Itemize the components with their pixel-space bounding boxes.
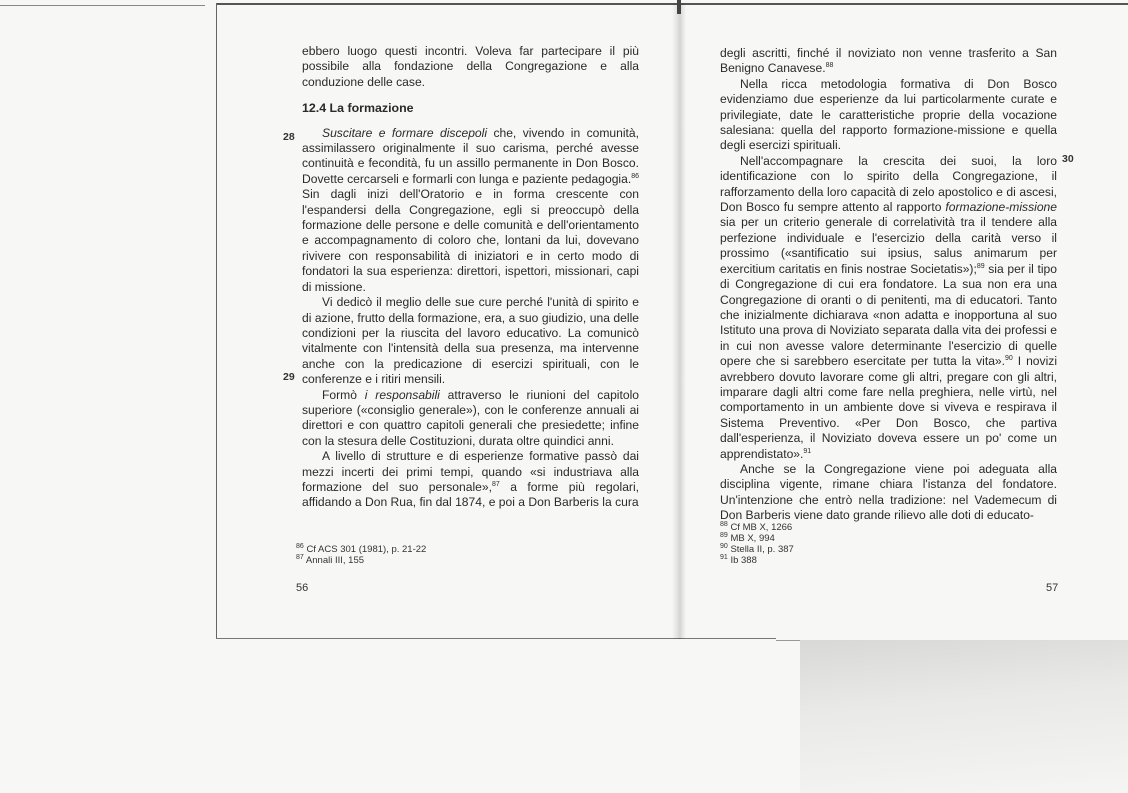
footnote-ref: 91	[803, 447, 812, 455]
footnote: $^{91}$ Ib 388	[720, 553, 757, 566]
footnote: $^{87}$ Annali III, 155	[296, 553, 365, 566]
footnote: $^{88}$ Cf MB X, 1266	[720, 520, 793, 533]
footnote: $^{89}$ MB X, 994	[720, 531, 775, 544]
margin-number-28: 28	[283, 131, 295, 143]
scan-shadow	[800, 640, 1128, 793]
footnote-ref: 87	[491, 480, 500, 488]
right-para-3: Nell'accompagnare la crescita dei suoi, la loro identificazione con lo spirito della Congregazione, il rafforzamento della loro capacità di zelo apostolico e di ascesi, Don Bosco fu sempre attento al rapporto formazione-missione sia per un criterio generale di correlatività tra il tendere alla perfezione individuale e l'esercizio della carità verso il prossimo («santificatio sui ipsius, salus animarum per exercitium caritatis en finis nostrae Societatis»);$^{89}$ sia per il tipo di Congregazione di cui era fondatore. La sua non era una Congregazione di oranti o di penitenti, ma di educatori. Tanto che inizialmente dichiarava «non adatta e inopportuna al suo Istituto una prova di Noviziato separata dalla vita dei professi e in cui non avesse valore determinante l'esercizio di quelle opere che si sarebbero esercitate per tutta la vita».$^{90}$ I novizi avrebbero dovuto lavorare come gli altri, pregare con gli altri, imparare dagli altri come fare nella preghiera, nelle virtù, nel comportamento in un ambiente dove si viveva e respirava il Sistema Preventivo. «Per Don Bosco, che partiva dall'esperienza, il Noviziato doveva essere un po' come un apprendistato».$^{91}$	[720, 153, 1057, 461]
footnote-ref: 90	[1005, 355, 1013, 363]
left-footnotes	[296, 544, 426, 566]
book-bottom-edge-left	[216, 638, 776, 639]
page-number-right: 57	[1046, 582, 1059, 594]
left-para-1: ebbero luogo questi incontri. Voleva far partecipare il più possibile alla fondazione della Congregazione e alla conduzione delle case.	[302, 44, 639, 89]
left-para-5: A livello di strutture e di esperienze formative passò dai mezzi incerti dei primi tempi, quando «si industriava alla formazione del suo personale»,$^{87}$ a forme più regolari, affidando a Don Rua, fin dal 1874, e poi a Don Barberis la cura	[302, 449, 639, 510]
left-para-2: Suscitare e formare discepoli che, vivendo in comunità, assimilassero originalmente il suo carisma, perché avesse continuità e fecondità, fu un assillo permanente in Don Bosco. Dovette cercarseli e formarli con lunga e paziente pedagogia.$^{86}$ Sin dagli inizi dell'Oratorio e in forma crescente con l'espandersi della Congregazione, egli si preoccupò della formazione delle persone e delle comunità e dell'orientamento e accompagnamento di coloro che, lontani da lui, dovevano rivivere con responsabilità di iniziatori e in certo modo di fondatori la sua esperienza: direttori, ispettori, missionari, capi di missione.	[302, 125, 639, 294]
right-page-body	[720, 46, 1057, 524]
footnote-ref: 89	[976, 262, 985, 270]
book-left-edge	[216, 3, 217, 639]
right-para-1: degli ascritti, finché il noviziato non venne trasferito a San Benigno Canavese.$^{88}$	[720, 46, 1057, 76]
gutter-mark	[677, 0, 681, 14]
left-para-4: Formò i responsabili attraverso le riunioni del capitolo superiore («consiglio generale»), con le conferenze annuali ai direttori e con quattro capitoli generali che presiedette; infine con la stesura delle Costituzioni, durata oltre quindici anni.	[302, 387, 639, 448]
right-para-2: Nella ricca metodologia formativa di Don Bosco evidenziamo due esperienze da lui particolarmente curate e privilegiate, date le caratteristiche proprie della vocazione salesiana: quella del rapporto formazione-missione e quella degli esercizi spirituali.	[720, 76, 1057, 153]
italic-phrase: i responsabili	[364, 387, 440, 402]
footnote-ref: 86	[631, 172, 639, 180]
scan-rule-left	[0, 5, 205, 6]
italic-phrase: Suscitare e formare discepoli	[322, 125, 488, 140]
section-heading: 12.4 La formazione	[302, 101, 414, 116]
footnote-ref: 88	[825, 62, 834, 70]
page-number-left: 56	[296, 582, 309, 594]
margin-number-29: 29	[283, 371, 295, 383]
left-page-body	[302, 44, 639, 511]
book-gutter	[672, 3, 686, 639]
left-para-3: Vi dedicò il meglio delle sue cure perché l'unità di spirito e di azione, frutto della formazione, era, a suo giudizio, una delle condizioni per la riuscita del lavoro educativo. La comunicò vitalmente con l'intensità della sua presenza, ma intervenne anche con la predicazione di esercizi spirituali, con le conferenze e i ritiri mensili.	[302, 295, 639, 387]
right-para-4: Anche se la Congregazione viene poi adeguata alla disciplina vigente, rimane chiara l'istanza del fondatore. Un'intenzione che entrò nella tradizione: nel Vademecum di Don Barberis viene dato grande rilievo alle doti di educato-	[720, 461, 1057, 523]
footnote: $^{90}$ Stella II, p. 387	[720, 542, 794, 555]
footnote: $^{86}$ Cf ACS 301 (1981), p. 21-22	[296, 542, 427, 555]
margin-number-30: 30	[1062, 153, 1074, 165]
italic-phrase: formazione-missione	[945, 200, 1057, 215]
right-footnotes	[720, 522, 794, 566]
